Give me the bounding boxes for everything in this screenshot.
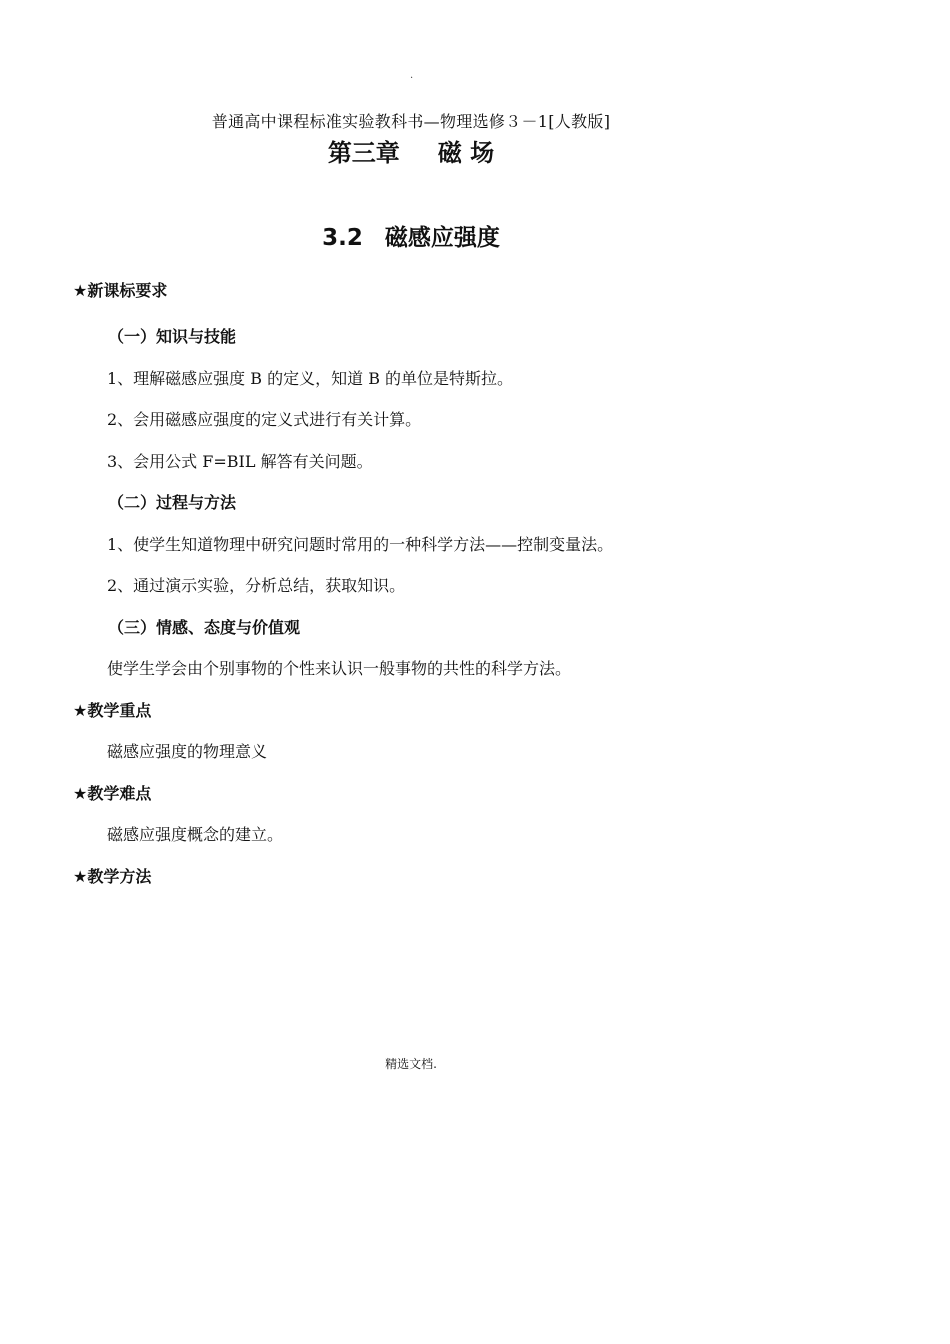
footer-text: 精选文档. [385,1057,437,1071]
attitude-heading: （三）情感、态度与价值观 [108,618,301,637]
method-heading: ★教学方法 [73,867,152,886]
requirements-heading: ★新课标要求 [73,281,168,300]
attitude-item-1: 使学生学会由个别事物的个性来认识一般事物的共性的科学方法。 [107,659,572,678]
section-title [0,219,822,252]
textbook-subtitle: 普通高中课程标准实验教科书—物理选修３－1[人教版] [211,112,611,131]
key-point-heading: ★教学重点 [73,701,152,720]
chapter-title [0,133,822,168]
process-heading: （二）过程与方法 [108,493,237,512]
process-item-2: 2、通过演示实验，分析总结，获取知识。 [107,576,406,595]
knowledge-heading: （一）知识与技能 [108,327,237,346]
difficulty-text: 磁感应强度概念的建立。 [107,825,284,844]
chapter-label: 第三章 [327,139,400,167]
knowledge-item-3: 3、会用公式 F=BIL 解答有关问题。 [107,452,373,471]
top-mark: . [410,70,414,81]
section-number: 3.2 [322,225,363,251]
difficulty-heading: ★教学难点 [73,784,152,803]
section-name: 磁感应强度 [384,225,500,251]
chapter-name: 磁 场 [437,139,495,167]
process-item-1: 1、使学生知道物理中研究问题时常用的一种科学方法——控制变量法。 [107,535,614,554]
knowledge-item-1: 1、理解磁感应强度 B 的定义，知道 B 的单位是特斯拉。 [107,369,514,388]
knowledge-item-2: 2、会用磁感应强度的定义式进行有关计算。 [107,410,422,429]
key-point-text: 磁感应强度的物理意义 [107,742,268,761]
